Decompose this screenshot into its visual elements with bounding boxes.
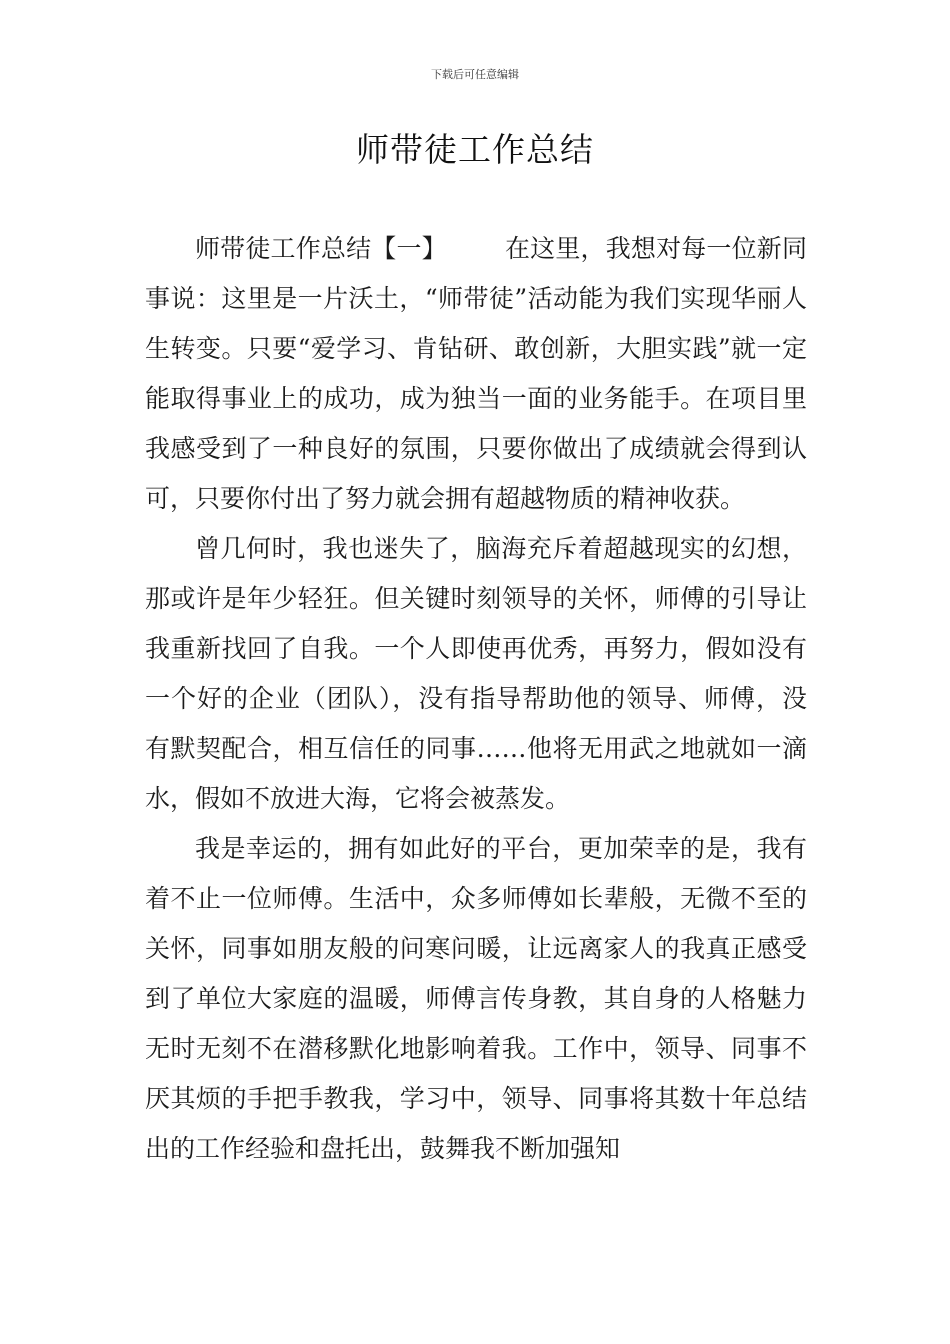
paragraph-2: 曾几何时，我也迷失了，脑海充斥着超越现实的幻想，那或许是年少轻狂。但关键时刻领导的关怀，师傅的引导让我重新找回了自我。一个人即使再优秀，再努力，假如没有一个好的企业（团队），没有指导帮助他的领导、师傅，没有默契配合，相互信任的同事……他将无用武之地就如一滴水，假如不放进大海，它将会被蒸发。 xyxy=(145,534,807,813)
document-body xyxy=(145,224,807,1174)
paragraph-1-text: 在这里，我想对每一位新同事说：这里是一片沃土，“师带徒”活动能为我们实现华丽人生转变。只要“爱学习、肯钻研、敢创新，大胆实践”就一定能取得事业上的成功，成为独当一面的业务能手。在项目里我感受到了一种良好的氛围，只要你做出了成绩就会得到认可，只要你付出了努力就会拥有超越物质的精神收获。 xyxy=(145,234,807,513)
page-title: 师带徒工作总结 xyxy=(356,130,594,169)
paragraph-1 xyxy=(145,224,807,524)
paragraph-3: 我是幸运的，拥有如此好的平台，更加荣幸的是，我有着不止一位师傅。生活中，众多师傅如长辈般，无微不至的关怀，同事如朋友般的问寒问暖，让远离家人的我真正感受到了单位大家庭的温暖，师傅言传身教，其自身的人格魅力无时无刻不在潜移默化地影响着我。工作中，领导、同事不厌其烦的手把手教我，学习中，领导、同事将其数十年总结出的工作经验和盘托出，鼓舞我不断加强知 xyxy=(145,834,807,1163)
header-note: 下载后可任意编辑 xyxy=(431,68,519,81)
section-label: 师带徒工作总结【一】 xyxy=(195,234,447,263)
